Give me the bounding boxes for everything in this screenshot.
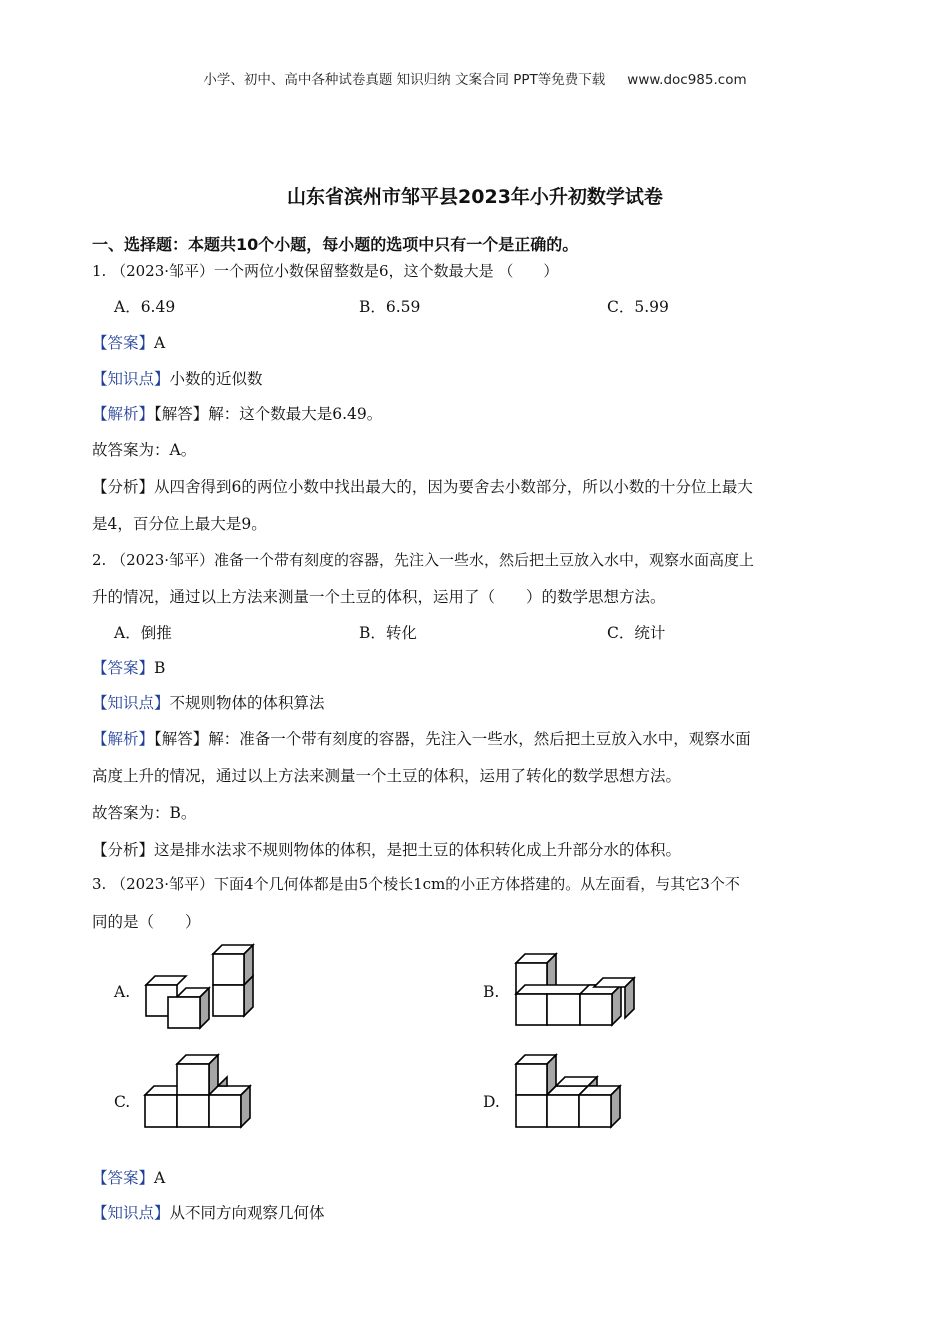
figure-b-label: B. xyxy=(483,983,500,1001)
header-site: www.doc985.com xyxy=(627,72,747,88)
q1-stem: 1. （2023·邹平）一个两位小数保留整数是6，这个数最大是 （ ） xyxy=(92,262,559,280)
q2-conclusion: 故答案为：B。 xyxy=(92,804,197,822)
q2-stem-cont: 升的情况，通过以上方法来测量一个土豆的体积，运用了（ ）的数学思想方法。 xyxy=(92,588,666,606)
q1-analysis-cont: 是4，百分位上最大是9。 xyxy=(92,515,267,533)
q1-option-c: C．5.99 xyxy=(607,298,669,316)
figure-c-cubes xyxy=(140,1050,260,1134)
figure-d-label: D. xyxy=(483,1093,500,1111)
q2-knowledge: 【知识点】不规则物体的体积算法 xyxy=(92,694,325,712)
q1-conclusion: 故答案为：A。 xyxy=(92,441,197,459)
q3-stem: 3. （2023·邹平）下面4个几何体都是由5个棱长1cm的小正方体搭建的。从左面看，与其它3个不 xyxy=(92,875,740,893)
q2-explain: 【解析】【解答】解：准备一个带有刻度的容器，先注入一些水，然后把土豆放入水中，观察水面 xyxy=(92,730,751,748)
header-text: 小学、初中、高中各种试卷真题 知识归纳 文案合同 PPT等免费下载 xyxy=(203,72,606,88)
q2-option-a: A．倒推 xyxy=(114,624,172,642)
section-heading: 一、选择题：本题共10个小题，每小题的选项中只有一个是正确的。 xyxy=(92,235,579,254)
q2-explain-cont: 高度上升的情况，通过以上方法来测量一个土豆的体积，运用了转化的数学思想方法。 xyxy=(92,767,682,785)
q1-option-a: A．6.49 xyxy=(114,298,176,316)
q2-option-b: B．转化 xyxy=(359,624,417,642)
q2-stem: 2. （2023·邹平）准备一个带有刻度的容器，先注入一些水，然后把土豆放入水中，观察水面高度上 xyxy=(92,551,755,569)
q1-answer: 【答案】A xyxy=(92,334,166,352)
page-header xyxy=(0,68,950,88)
page-title: 山东省滨州市邹平县2023年小升初数学试卷 xyxy=(287,186,663,208)
q3-stem-cont: 同的是（ ） xyxy=(92,913,201,931)
figure-a-label: A. xyxy=(114,983,131,1001)
figure-c-label: C. xyxy=(114,1093,131,1111)
q1-knowledge: 【知识点】小数的近似数 xyxy=(92,370,263,388)
figure-d-cubes xyxy=(510,1050,635,1134)
figure-b-cubes xyxy=(510,948,640,1032)
q2-option-c: C．统计 xyxy=(607,624,666,642)
q2-answer: 【答案】B xyxy=(92,659,166,677)
q3-answer: 【答案】A xyxy=(92,1169,166,1187)
q1-option-b: B．6.59 xyxy=(359,298,421,316)
q1-analysis: 【分析】从四舍得到6的两位小数中找出最大的，因为要舍去小数部分，所以小数的十分位上最大 xyxy=(92,478,753,496)
figure-a-cubes xyxy=(140,940,265,1032)
q2-analysis: 【分析】这是排水法求不规则物体的体积，是把土豆的体积转化成上升部分水的体积。 xyxy=(92,841,682,859)
q1-explain: 【解析】【解答】解：这个数最大是6.49。 xyxy=(92,405,383,423)
q3-knowledge: 【知识点】从不同方向观察几何体 xyxy=(92,1204,325,1222)
